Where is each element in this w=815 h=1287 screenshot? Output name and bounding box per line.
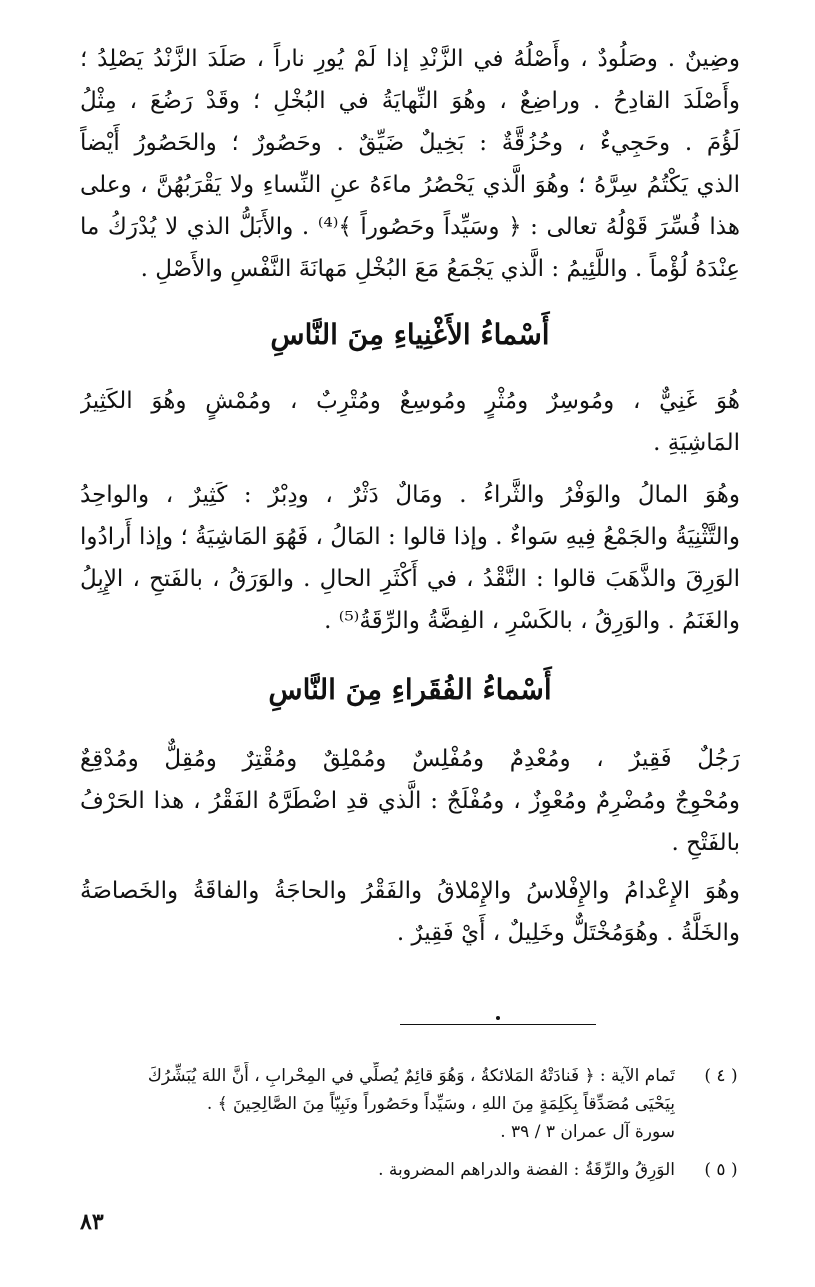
text-line: هذا فُسِّرَ قَوْلُهُ تعالى : ﴿ وسَيِّداً وحَصُوراً ﴾⁽⁴⁾ . والأَبَلُّ الذي لا يُدْرَكُ ما — [80, 214, 740, 240]
footnote-4 — [80, 1062, 740, 1146]
text-line: والغَنَمُ . والوَرِقُ ، بالكَسْرِ ، الفِضَّةُ والرِّقَةُ⁽⁵⁾ . — [324, 608, 740, 634]
footnote-number: ( ٤ ) — [704, 1066, 738, 1086]
text-line: عِنْدَهُ لُؤْماً . واللَّئِيمُ : الَّذي يَجْمَعُ مَعَ البُخْلِ مَهانَةَ النَّفْسِ والأَصْلِ . — [140, 256, 740, 282]
text-line: وهُوَ الإِعْدامُ والإِفْلاسُ والإِمْلاقُ والفَقْرُ والحاجَةُ والفاقَةُ والخَصاصَةُ — [80, 878, 740, 904]
footnote-line: بِيَحْيَى مُصَدِّقاً بِكَلِمَةٍ مِنَ اللهِ ، وسَيِّداً وحَصُوراً ونَبِيّاً مِنَ الصَّالِحِينَ ﴾ . — [206, 1094, 675, 1114]
heading-poor-people: أَسْماءُ الفُقَراءِ مِنَ النَّاسِ — [268, 673, 552, 706]
text-line: ومُحْوِجٌ ومُضْرِمٌ ومُعْوِزٌ ، ومُفْلَجٌ : الَّذي قدِ اضْطَرَّهُ الفَقْرُ ، هذا الحَرْفُ — [80, 788, 740, 814]
text-line: وهُوَ المالُ والوَفْرُ والثَّراءُ . ومَالٌ دَثْرٌ ، ودِبْرٌ : كَثِيرٌ ، والواحِدُ — [80, 482, 740, 508]
text-line: المَاشِيَةِ . — [653, 430, 740, 456]
text-line: وضِينٌ . وصَلُودٌ ، وأَصْلُهُ في الزَّنْدِ إذا لَمْ يُورِ ناراً ، صَلَدَ الزَّنْدُ يَصْلِدُ ؛ — [80, 46, 740, 72]
text-line: هُوَ غَنِيٌّ ، ومُوسِرٌ ومُثْرٍ ومُوسِعٌ ومُتْرِبٌ ، ومُمْشٍ وهُوَ الكَثِيرُ — [80, 388, 740, 414]
poor-paragraph-1 — [80, 738, 740, 864]
text-line: الوَرِقَ والذَّهَبَ قالوا : النَّقْدُ ، في أَكْثَرِ الحالِ . والوَرَقُ ، بالفَتحِ ، الإِبِلُ — [80, 566, 740, 592]
text-line: رَجُلٌ فَقِيرٌ ، ومُعْدِمٌ ومُفْلِسٌ ومُمْلِقٌ ومُقْتِرٌ ومُقِلٌّ ومُدْقِعٌ — [80, 746, 740, 772]
footnote-separator-dot — [496, 1016, 500, 1020]
text-line: وأَصْلَدَ القادِحُ . وراضِعٌ ، وهُوَ النِّهايَةُ في البُخْلِ ؛ وقَدْ رَضُعَ ، مِثْلُ — [80, 88, 740, 114]
footnote-number: ( ٥ ) — [704, 1160, 738, 1180]
footnote-separator — [400, 1024, 596, 1025]
text-line: والخَلَّةُ . وهُوَمُخْتَلٌّ وخَلِيلٌ ، أَيْ فَقِيرٌ . — [396, 920, 740, 946]
poor-paragraph-2 — [80, 870, 740, 954]
heading-rich-people: أَسْماءُ الأَغْنِياءِ مِنَ النَّاسِ — [270, 318, 550, 351]
footnote-line: سورة آل عمران ٣ / ٣٩ . — [500, 1122, 675, 1142]
text-line: والتَّثْنِيَةُ والجَمْعُ فِيهِ سَواءٌ . وإذا قالوا : المَالُ ، فَهُوَ المَاشِيَةُ ؛ وإذا أَرادُوا — [80, 524, 740, 550]
footnote-5 — [80, 1156, 740, 1184]
footnote-line: تَمام الآية : ﴿ فَنادَتْهُ المَلائكةُ ، وَهُوَ قائِمٌ يُصلِّي في المِحْرابِ ، أَنَّ اللهَ يُبَشِّرُكَ — [147, 1066, 675, 1086]
rich-paragraph-2 — [80, 474, 740, 642]
page-number: ٨٣ — [80, 1209, 104, 1235]
text-line: بالفَتْحِ . — [671, 830, 740, 856]
intro-paragraph — [80, 38, 740, 290]
text-line: الذي يَكْتُمُ سِرَّهُ ؛ وهُوَ الَّذي يَحْصُرُ ماءَهُ عنِ النِّساءِ ولا يَقْرَبُهُنَّ ، وعلى — [80, 172, 740, 198]
footnote-line: الوَرِقُ والرِّقَةُ : الفضة والدراهم المضروبة . — [378, 1160, 675, 1180]
rich-paragraph-1 — [80, 380, 740, 464]
text-line: لَؤُمَ . وحَجِيءٌ ، وحُزُقَّةٌ : بَخِيلٌ ضَيِّقٌ . وحَصُورٌ ؛ والحَصُورُ أَيْضاً — [80, 130, 740, 156]
